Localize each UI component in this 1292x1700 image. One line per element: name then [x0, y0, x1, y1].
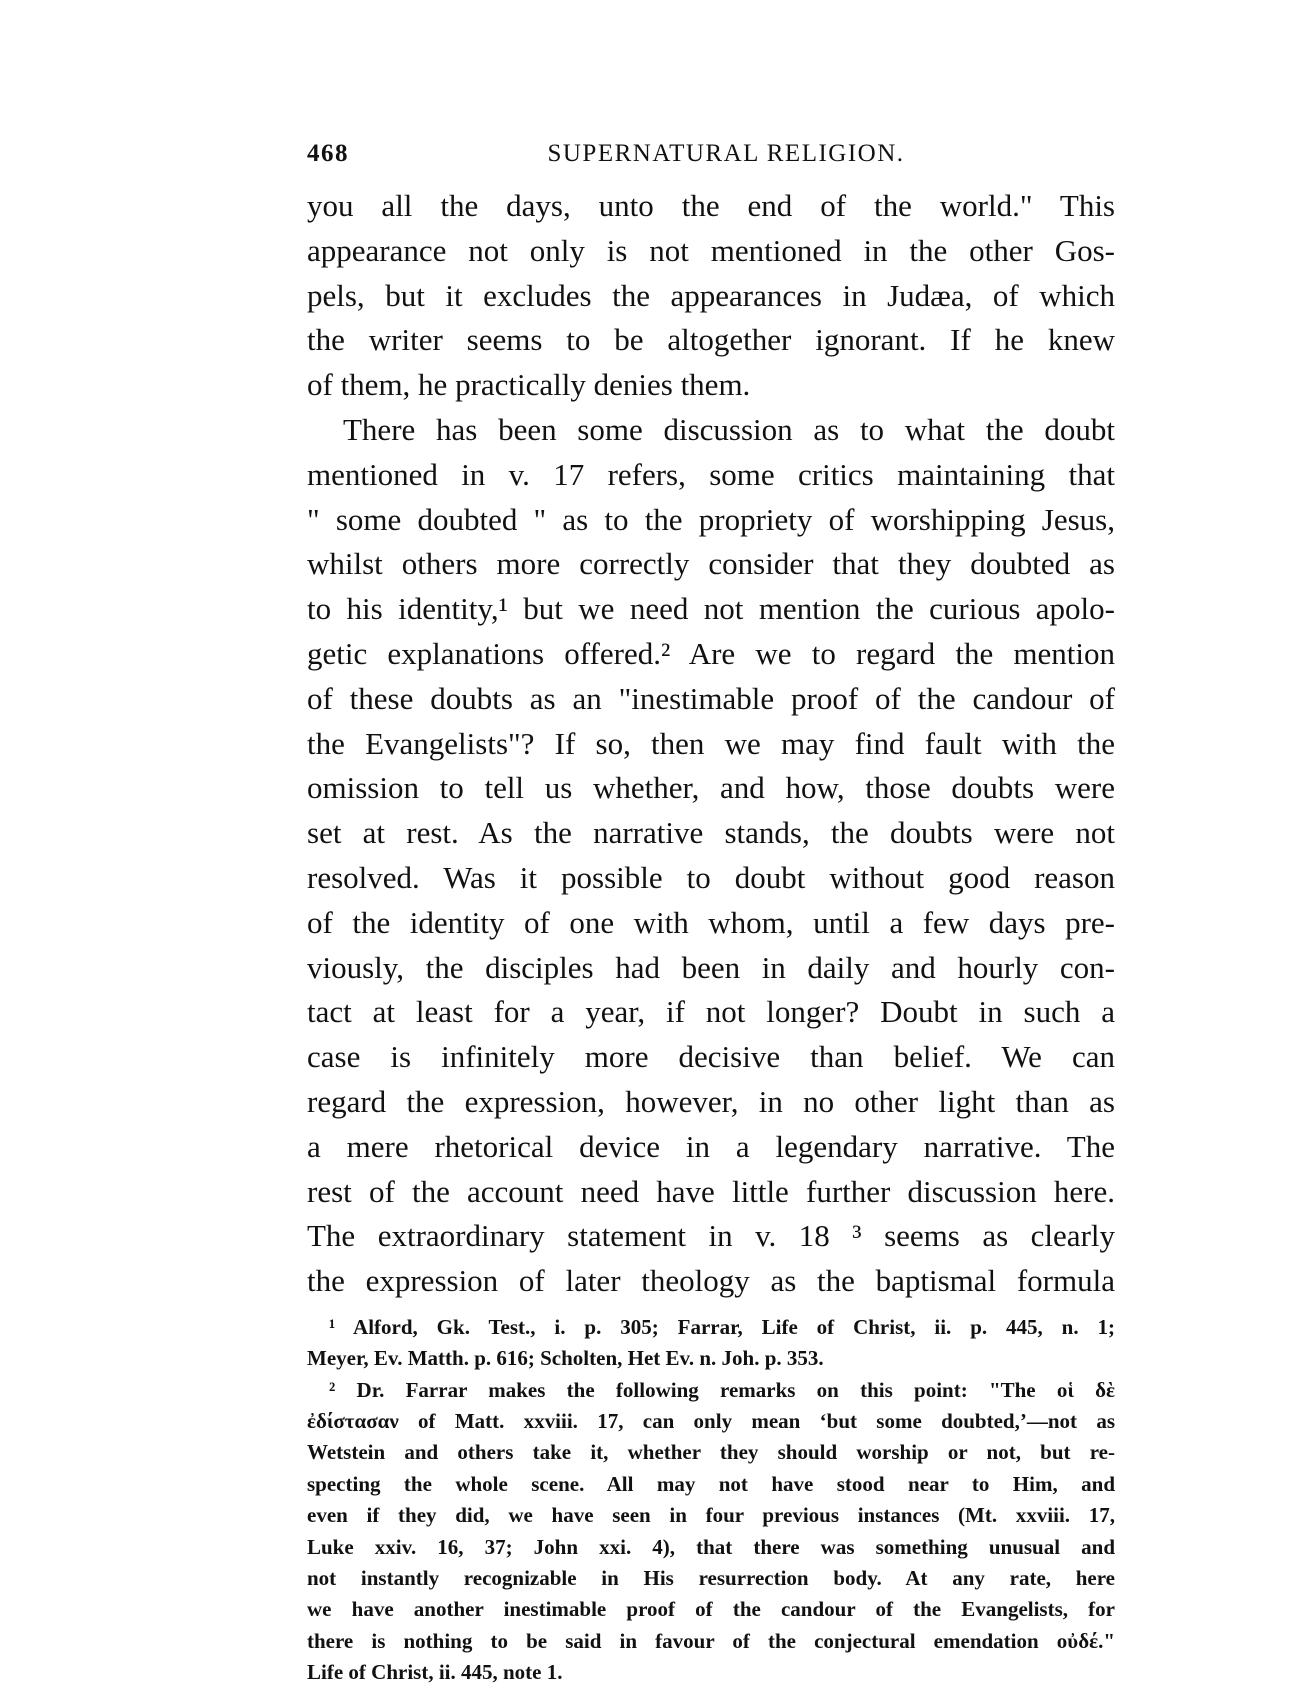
body-line: omission to tell us whether, and how, those doubts were: [307, 770, 1115, 806]
body-line: the Evangelists"? If so, then we may find fault with the: [307, 725, 1115, 761]
body-line: of the identity of one with whom, until a few days pre-: [307, 904, 1115, 940]
body-line: mentioned in v. 17 refers, some critics maintaining that: [307, 456, 1115, 492]
body-line: The extraordinary statement in v. 18 ³ seems as clearly: [307, 1218, 1115, 1254]
body-line: case is infinitely more decisive than belief. We can: [307, 1039, 1115, 1075]
footnotes: [307, 1312, 1115, 1689]
footnote-line: Life of Christ, ii. 445, note 1.: [307, 1660, 563, 1685]
body-line: of these doubts as an "inestimable proof of the candour of: [307, 680, 1115, 716]
page-header: [307, 140, 1115, 180]
book-page: [307, 140, 1115, 1689]
body-line: a mere rhetorical device in a legendary narrative. The: [307, 1128, 1115, 1164]
footnote-line: we have another inestimable proof of the candour of the Evangelists, for: [307, 1597, 1115, 1622]
footnote-line: not instantly recognizable in His resurrection body. At any rate, here: [307, 1566, 1115, 1591]
footnote-line: there is nothing to be said in favour of the conjectural emendation οὐδέ.": [307, 1628, 1115, 1653]
footnote-line: specting the whole scene. All may not have stood near to Him, and: [307, 1471, 1115, 1496]
footnote-line: Luke xxiv. 16, 37; John xxi. 4), that there was something unusual and: [307, 1534, 1115, 1559]
running-title: SUPERNATURAL RELIGION.: [547, 140, 905, 167]
footnote-line: ἐδίστασαν of Matt. xxviii. 17, can only mean ‘but some doubted,’—not as: [307, 1409, 1115, 1434]
body-line: to his identity,¹ but we need not mention the curious apolo-: [307, 591, 1115, 627]
body-line: tact at least for a year, if not longer? Doubt in such a: [307, 994, 1115, 1030]
body-line: set at rest. As the narrative stands, the doubts were not: [307, 815, 1115, 851]
body-text: [307, 184, 1115, 1304]
body-line: There has been some discussion as to what the doubt: [343, 411, 1115, 447]
footnote-line: even if they did, we have seen in four previous instances (Mt. xxviii. 17,: [307, 1503, 1115, 1528]
footnote-line: Wetstein and others take it, whether they should worship or not, but re-: [307, 1440, 1115, 1465]
page-number: 468: [307, 140, 349, 167]
body-line: pels, but it excludes the appearances in Judæa, of which: [307, 277, 1115, 313]
body-line: viously, the disciples had been in daily and hourly con-: [307, 949, 1115, 985]
body-line: the writer seems to be altogether ignorant. If he knew: [307, 322, 1115, 358]
body-line: of them, he practically denies them.: [307, 367, 751, 403]
body-line: getic explanations offered.² Are we to regard the mention: [307, 635, 1115, 671]
footnote-line: Meyer, Ev. Matth. p. 616; Scholten, Het Ev. n. Joh. p. 353.: [307, 1346, 824, 1371]
body-line: the expression of later theology as the baptismal formula: [307, 1263, 1115, 1299]
body-line: appearance not only is not mentioned in the other Gos-: [307, 232, 1115, 268]
footnote-line: ¹ Alford, Gk. Test., i. p. 305; Farrar, Life of Christ, ii. p. 445, n. 1;: [329, 1314, 1115, 1339]
body-line: rest of the account need have little further discussion here.: [307, 1173, 1115, 1209]
body-line: whilst others more correctly consider that they doubted as: [307, 546, 1115, 582]
body-line: resolved. Was it possible to doubt without good reason: [307, 859, 1115, 895]
body-line: regard the expression, however, in no other light than as: [307, 1083, 1115, 1119]
body-line: you all the days, unto the end of the world." This: [307, 188, 1115, 223]
footnote-line: ² Dr. Farrar makes the following remarks on this point: "The οἱ δὲ: [329, 1377, 1115, 1402]
body-line: " some doubted " as to the propriety of worshipping Jesus,: [307, 501, 1115, 537]
